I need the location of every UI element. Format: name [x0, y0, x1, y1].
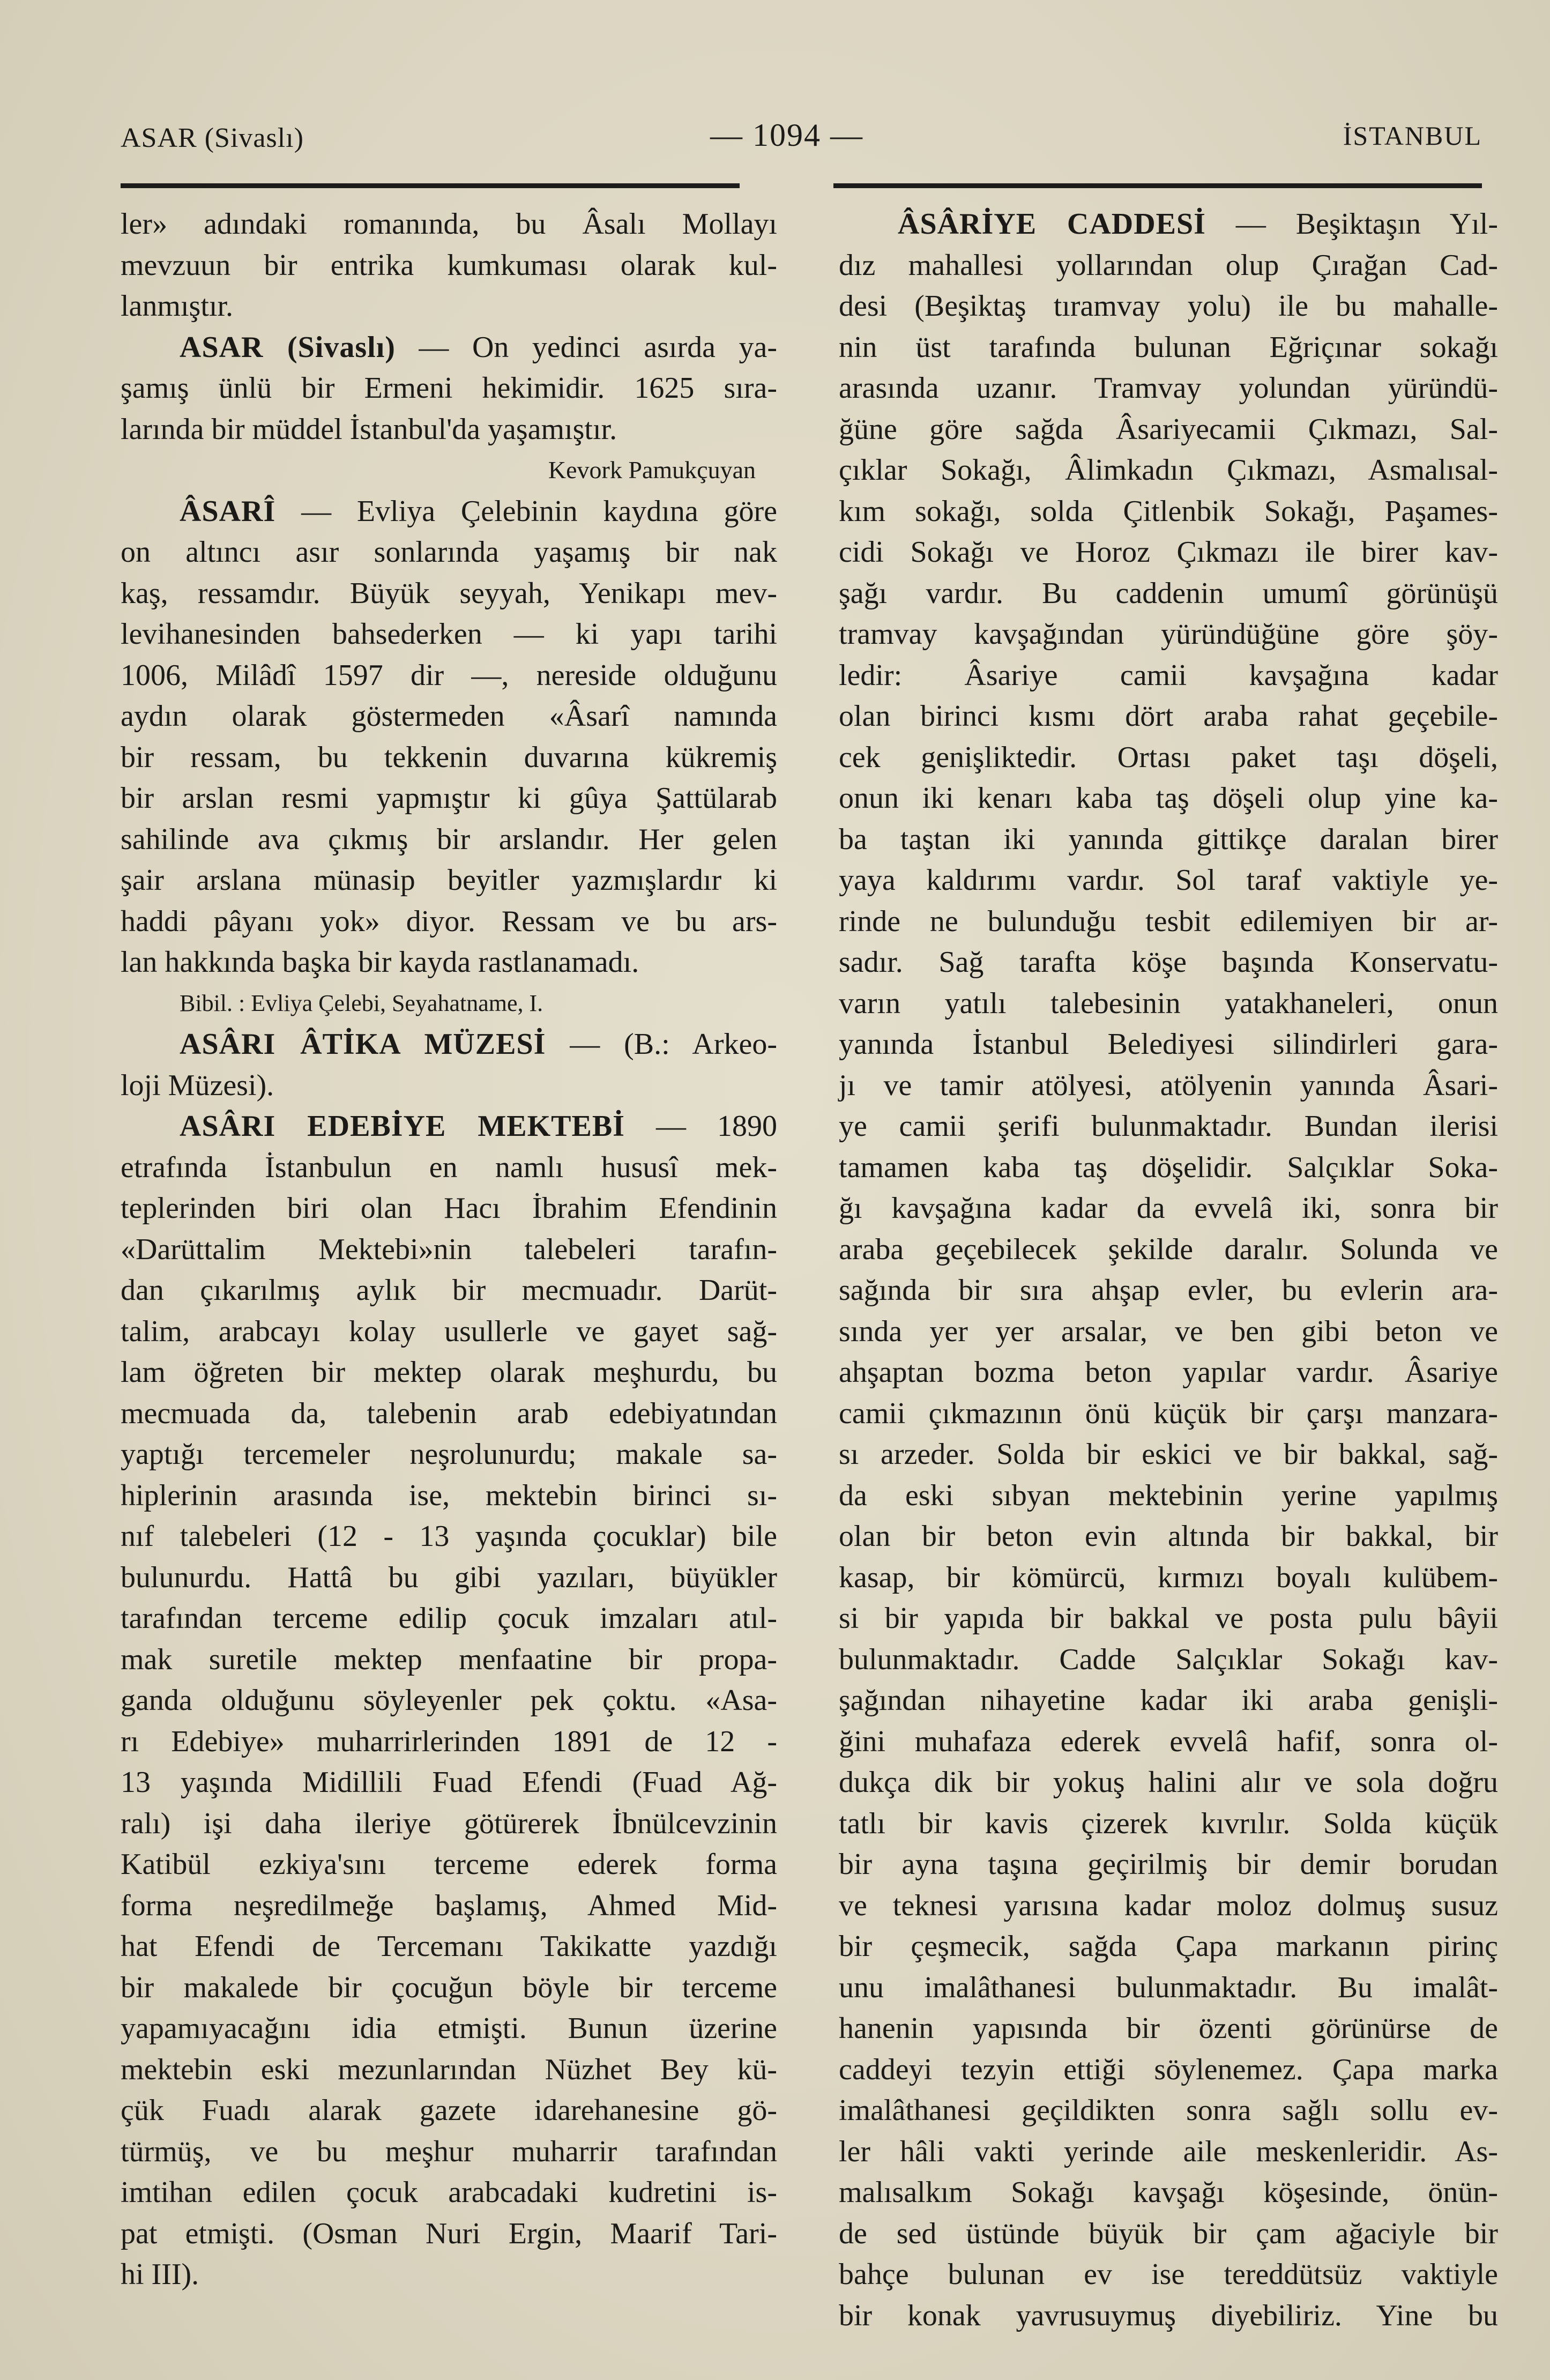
- line-text: forma neşredilmeğe başlamış, Ahmed Mid-: [121, 1888, 777, 1922]
- text-line: [839, 614, 1498, 655]
- text-line: [121, 1680, 777, 1721]
- text-line: [839, 1762, 1498, 1803]
- line-text: Bibil. : Evliya Çelebi, Seyahatname, I.: [180, 990, 543, 1016]
- entry-heading: ÂSÂRİYE CADDESİ: [898, 207, 1206, 241]
- line-text: hiplerinin arasında ise, mektebin birinci sı-: [121, 1478, 777, 1512]
- line-text: tamamen kaba taş döşelidir. Salçıklar Soka-: [839, 1150, 1498, 1184]
- text-line: [121, 368, 777, 409]
- text-line: [121, 1721, 777, 1762]
- text-line: [121, 532, 777, 573]
- text-line: [121, 778, 777, 819]
- line-text: lan hakkında başka bir kayda rastlanamadı.: [121, 946, 639, 979]
- line-text: loji Müzesi).: [121, 1068, 274, 1102]
- text-line: [121, 327, 777, 368]
- text-line: [839, 819, 1498, 860]
- text-line: [121, 696, 777, 737]
- line-text: varın yatılı talebesinin yatakhaneleri, onun: [839, 986, 1498, 1020]
- text-line: [839, 450, 1498, 491]
- line-text: — 1890: [624, 1110, 777, 1143]
- text-line: [121, 2131, 777, 2173]
- text-line: [121, 1106, 777, 1147]
- text-line: [839, 327, 1498, 368]
- line-text: araba geçebilecek şekilde daralır. Solunda ve: [839, 1232, 1498, 1266]
- text-line: [121, 1270, 777, 1311]
- text-line: [839, 1311, 1498, 1352]
- text-line: [839, 2131, 1498, 2173]
- line-text: türmüş, ve bu meşhur muharrir tarafından: [121, 2134, 777, 2168]
- line-text: nıf talebeleri (12 - 13 yaşında çocuklar) bile: [121, 1520, 777, 1553]
- text-line: [121, 2049, 777, 2091]
- entry-heading: ASÂRI EDEBİYE MEKTEBİ: [180, 1110, 625, 1143]
- line-text: dız mahallesi yollarından olup Çırağan Cad-: [839, 248, 1498, 282]
- text-line: [839, 2008, 1498, 2049]
- text-line: [839, 204, 1498, 245]
- text-line: [839, 696, 1498, 737]
- text-line: [121, 450, 777, 491]
- line-text: bir makalede bir çocuğun böyle bir terceme: [121, 1970, 777, 2004]
- text-line: [121, 2008, 777, 2049]
- line-text: ğini muhafaza ederek evvelâ hafif, sonra ol-: [839, 1724, 1498, 1758]
- line-text: sında yer yer arsalar, ve ben gibi beton ve: [839, 1314, 1498, 1348]
- line-text: camii çıkmazının önü küçük bir çarşı manzara-: [839, 1396, 1498, 1430]
- text-line: [121, 2090, 777, 2131]
- line-text: lanmıştır.: [121, 289, 233, 323]
- line-text: şair arslana münasip beyitler yazmışlardır ki: [121, 864, 777, 897]
- line-text: arasında uzanır. Tramvay yolundan yüründü-: [839, 371, 1498, 405]
- line-text: çıklar Sokağı, Âlimkadın Çıkmazı, Asmalısal-: [839, 453, 1498, 487]
- line-text: şamış ünlü bir Ermeni hekimidir. 1625 sıra-: [121, 371, 777, 405]
- text-line: [121, 901, 777, 942]
- text-line: [839, 1721, 1498, 1762]
- line-text: bir ressam, bu tekkenin duvarına kükremiş: [121, 740, 777, 774]
- line-text: kım sokağı, solda Çitlenbik Sokağı, Paşames-: [839, 494, 1498, 528]
- line-text: imalâthanesi geçildikten sonra sağlı sollu ev-: [839, 2094, 1498, 2127]
- line-text: desi (Beşiktaş tıramvay yolu) ile bu mahalle-: [839, 289, 1498, 323]
- line-text: bahçe bulunan ev ise tereddütsüz vaktiyle: [839, 2258, 1498, 2291]
- line-text: yapamıyacağını idia etmişti. Bunun üzerine: [121, 2012, 777, 2045]
- text-line: [121, 573, 777, 614]
- text-line: [839, 655, 1498, 696]
- text-line: [839, 1885, 1498, 1927]
- line-text: ler hâli vakti yerinde aile meskenleridir. As-: [839, 2134, 1498, 2168]
- line-text: hanenin yapısında bir özenti görünürse de: [839, 2012, 1498, 2045]
- text-line: [121, 860, 777, 901]
- line-text: «Darüttalim Mektebi»nin talebeleri tarafın-: [121, 1232, 777, 1266]
- line-text: caddeyi tezyin ettiği söylenemez. Çapa marka: [839, 2052, 1498, 2086]
- line-text: tarafından terceme edilip çocuk imzaları atıl-: [121, 1602, 777, 1635]
- text-line: [121, 1065, 777, 1106]
- line-text: olan bir beton evin altında bir bakkal, bir: [839, 1520, 1498, 1553]
- text-line: [839, 368, 1498, 409]
- line-text: sı arzeder. Solda bir eskici ve bir bakkal, sağ-: [839, 1438, 1498, 1471]
- text-line: [121, 1926, 777, 1967]
- line-text: bulunmaktadır. Cadde Salçıklar Sokağı kav-: [839, 1642, 1498, 1676]
- line-text: bulunurdu. Hattâ bu gibi yazıları, büyükler: [121, 1560, 777, 1594]
- text-line: [839, 1147, 1498, 1188]
- text-line: [121, 286, 777, 327]
- text-line: [839, 2049, 1498, 2091]
- text-line: [121, 942, 777, 983]
- text-line: [839, 942, 1498, 983]
- text-line: [121, 2213, 777, 2255]
- text-line: [839, 286, 1498, 327]
- text-line: [839, 1188, 1498, 1229]
- line-text: etrafında İstanbulun en namlı hususî mek-: [121, 1150, 777, 1184]
- line-text: bir ayna taşına geçirilmiş bir demir borudan: [839, 1848, 1498, 1881]
- text-line: [121, 1557, 777, 1598]
- line-text: haddi pâyanı yok» diyor. Ressam ve bu ars-: [121, 904, 777, 938]
- line-text: olan birinci kısmı dört araba rahat geçebile-: [839, 700, 1498, 733]
- line-text: sahilinde ava çıkmış bir arslandır. Her gelen: [121, 822, 777, 856]
- text-line: [121, 819, 777, 860]
- text-line: [839, 2213, 1498, 2255]
- line-text: pat etmişti. (Osman Nuri Ergin, Maarif Tari-: [121, 2217, 777, 2250]
- line-text: sadır. Sağ tarafta köşe başında Konservatu-: [839, 946, 1498, 979]
- text-line: [839, 1516, 1498, 1557]
- line-text: Kevork Pamukçuyan: [548, 456, 756, 484]
- text-line: [839, 1106, 1498, 1147]
- header-rule-right: [833, 183, 1482, 188]
- text-line: [839, 1639, 1498, 1680]
- text-line: [839, 2295, 1498, 2337]
- text-line: [839, 983, 1498, 1024]
- text-line: [839, 2090, 1498, 2131]
- text-line: [121, 1885, 777, 1927]
- line-text: unu imalâthanesi bulunmaktadır. Bu imalât-: [839, 1970, 1498, 2004]
- line-text: cek genişliktedir. Ortası paket taşı döşeli,: [839, 740, 1498, 774]
- line-text: lam öğreten bir mektep olarak meşhurdu, bu: [121, 1356, 777, 1389]
- line-text: mektebin eski mezunlarından Nüzhet Bey kü-: [121, 2052, 777, 2086]
- text-line: [839, 860, 1498, 901]
- line-text: ralı) işi daha ileriye götürerek İbnülcevzinin: [121, 1806, 777, 1840]
- text-line: [121, 1393, 777, 1434]
- text-line: [121, 1762, 777, 1803]
- line-text: rinde ne bulunduğu tesbit edilemiyen bir ar-: [839, 904, 1498, 938]
- text-line: [839, 2254, 1498, 2295]
- text-line: [121, 737, 777, 778]
- text-line: [839, 1229, 1498, 1270]
- right-column: [839, 204, 1498, 2336]
- header-entry-range: ASAR (Sivaslı): [121, 123, 304, 153]
- line-text: teplerinden biri olan Hacı İbrahim Efendinin: [121, 1192, 777, 1225]
- line-text: ğüne göre sağda Âsariyecamii Çıkmazı, Sal-: [839, 412, 1498, 446]
- line-text: — Evliya Çelebinin kaydına göre: [275, 494, 777, 528]
- line-text: on altıncı asır sonlarında yaşamış bir nak: [121, 536, 777, 569]
- line-text: nin üst tarafında bulunan Eğriçınar sokağı: [839, 330, 1498, 364]
- line-text: cidi Sokağı ve Horoz Çıkmazı ile birer kav-: [839, 536, 1498, 569]
- line-text: yaptığı tercemeler neşrolunurdu; makale sa-: [121, 1438, 777, 1471]
- line-text: mevzuun bir entrika kumkuması olarak kul-: [121, 248, 777, 282]
- text-line: [839, 1926, 1498, 1967]
- text-line: [121, 1352, 777, 1393]
- text-line: [839, 573, 1498, 614]
- line-text: — On yedinci asırda ya-: [395, 330, 777, 364]
- line-text: hi III).: [121, 2258, 199, 2291]
- entry-heading: ASAR (Sivaslı): [180, 330, 396, 364]
- text-line: [121, 2254, 777, 2295]
- text-line: [839, 1598, 1498, 1639]
- line-text: bir konak yavrusuymuş diyebiliriz. Yine bu: [839, 2299, 1498, 2332]
- line-text: ğı kavşağına kadar da evvelâ iki, sonra bir: [839, 1192, 1498, 1225]
- line-text: ba taştan iki yanında gittikçe daralan birer: [839, 822, 1498, 856]
- line-text: bir çeşmecik, sağda Çapa markanın pirinç: [839, 1930, 1498, 1963]
- line-text: yaya kaldırımı vardır. Sol taraf vaktiyle ye-: [839, 864, 1498, 897]
- line-text: 13 yaşında Midillili Fuad Efendi (Fuad Ağ-: [121, 1766, 777, 1799]
- entry-heading: ASÂRI ÂTİKA MÜZESİ: [180, 1028, 546, 1061]
- text-line: [839, 1967, 1498, 2009]
- line-text: çük Fuadı alarak gazete idarehanesine gö-: [121, 2094, 777, 2127]
- text-line: [839, 245, 1498, 286]
- text-line: [839, 1270, 1498, 1311]
- text-line: [839, 1024, 1498, 1065]
- text-line: [121, 655, 777, 696]
- line-text: mecmuada da, talebenin arab edebiyatından: [121, 1396, 777, 1430]
- text-line: [121, 614, 777, 655]
- text-line: [121, 1024, 777, 1065]
- text-line: [121, 1475, 777, 1516]
- line-text: hat Efendi de Tercemanı Takikatte yazdığı: [121, 1930, 777, 1963]
- line-text: tramvay kavşağından yüründüğüne göre şöy-: [839, 618, 1498, 651]
- text-line: [839, 409, 1498, 450]
- line-text: Katibül ezkiya'sını terceme ederek forma: [121, 1848, 777, 1881]
- text-line: [121, 1598, 777, 1639]
- line-text: levihanesinden bahsederken — ki yapı tarihi: [121, 618, 777, 651]
- text-line: [121, 1516, 777, 1557]
- line-text: ye camii şerifi bulunmaktadır. Bundan ilerisi: [839, 1110, 1498, 1143]
- line-text: 1006, Milâdî 1597 dir —, nereside olduğunu: [121, 658, 777, 692]
- text-line: [121, 1311, 777, 1352]
- left-column: [121, 204, 777, 2295]
- line-text: da eski sıbyan mektebinin yerine yapılmış: [839, 1478, 1498, 1512]
- text-line: [839, 1393, 1498, 1434]
- text-line: [121, 1147, 777, 1188]
- line-text: tatlı bir kavis çizerek kıvrılır. Solda küçük: [839, 1806, 1498, 1840]
- line-text: bir arslan resmi yapmıştır ki gûya Şattülarab: [121, 782, 777, 815]
- line-text: ve teknesi yarısına kadar moloz dolmuş susuz: [839, 1888, 1498, 1922]
- line-text: ler» adındaki romanında, bu Âsalı Mollayı: [121, 207, 777, 241]
- text-line: [839, 2172, 1498, 2213]
- line-text: larında bir müddel İstanbul'da yaşamıştır.: [121, 412, 617, 446]
- line-text: kasap, bir kömürcü, kırmızı boyalı kulübem-: [839, 1560, 1498, 1594]
- line-text: yanında İstanbul Belediyesi silindirleri gara-: [839, 1028, 1498, 1061]
- text-line: [121, 491, 777, 532]
- line-text: mak suretile mektep menfaatine bir propa-: [121, 1642, 777, 1676]
- text-line: [839, 901, 1498, 942]
- text-line: [839, 1803, 1498, 1844]
- line-text: ganda olduğunu söyleyenler pek çoktu. «Asa-: [121, 1684, 777, 1717]
- header-rule-left: [121, 183, 740, 188]
- text-line: [121, 1229, 777, 1270]
- text-line: [121, 204, 777, 245]
- line-text: de sed üstünde büyük bir çam ağaciyle bir: [839, 2217, 1498, 2250]
- line-text: — Beşiktaşın Yıl-: [1205, 207, 1498, 241]
- line-text: imtihan edilen çocuk arabcadaki kudretini is-: [121, 2176, 777, 2209]
- line-text: talim, arabcayı kolay usullerle ve gayet sağ-: [121, 1314, 777, 1348]
- text-line: [121, 409, 777, 450]
- line-text: jı ve tamir atölyesi, atölyenin yanında Âsari-: [839, 1068, 1498, 1102]
- text-line: [121, 1434, 777, 1475]
- line-text: onun iki kenarı kaba taş döşeli olup yine ka-: [839, 782, 1498, 815]
- text-line: [121, 1188, 777, 1229]
- line-text: aydın olarak göstermeden «Âsarî namında: [121, 700, 777, 733]
- text-line: [839, 1475, 1498, 1516]
- line-text: — (B.: Arkeo-: [546, 1028, 777, 1061]
- text-line: [839, 491, 1498, 532]
- text-line: [839, 532, 1498, 573]
- text-line: [121, 983, 777, 1024]
- text-line: [121, 1967, 777, 2009]
- header-volume-title: İSTANBUL: [1343, 121, 1482, 151]
- line-text: dan çıkarılmış aylık bir mecmuadır. Darüt-: [121, 1274, 777, 1307]
- line-text: rı Edebiye» muharrirlerinden 1891 de 12 -: [121, 1724, 777, 1758]
- text-line: [839, 1065, 1498, 1106]
- line-text: kaş, ressamdır. Büyük seyyah, Yenikapı mev-: [121, 576, 777, 610]
- line-text: malısalkım Sokağı kavşağı köşesinde, önün-: [839, 2176, 1498, 2209]
- text-line: [839, 1844, 1498, 1885]
- page-number: — 1094 —: [710, 117, 863, 153]
- entry-heading: ÂSARÎ: [180, 494, 276, 528]
- text-line: [121, 2172, 777, 2213]
- line-text: dukça dik bir yokuş halini alır ve sola doğru: [839, 1766, 1498, 1799]
- line-text: si bir yapıda bir bakkal ve posta pulu bâyii: [839, 1602, 1498, 1635]
- page-header: [121, 117, 1482, 165]
- text-line: [839, 778, 1498, 819]
- line-text: ledir: Âsariye camii kavşağına kadar: [839, 658, 1498, 692]
- text-line: [839, 1352, 1498, 1393]
- text-line: [121, 1639, 777, 1680]
- line-text: şağından nihayetine kadar iki araba genişli-: [839, 1684, 1498, 1717]
- line-text: şağı vardır. Bu caddenin umumî görünüşü: [839, 576, 1498, 610]
- text-line: [839, 1434, 1498, 1475]
- line-text: ahşaptan bozma beton yapılar vardır. Âsariye: [839, 1356, 1498, 1389]
- text-line: [839, 1557, 1498, 1598]
- text-line: [839, 737, 1498, 778]
- line-text: sağında bir sıra ahşap evler, bu evlerin ara-: [839, 1274, 1498, 1307]
- text-line: [121, 1844, 777, 1885]
- text-line: [121, 1803, 777, 1844]
- text-line: [121, 245, 777, 286]
- text-line: [839, 1680, 1498, 1721]
